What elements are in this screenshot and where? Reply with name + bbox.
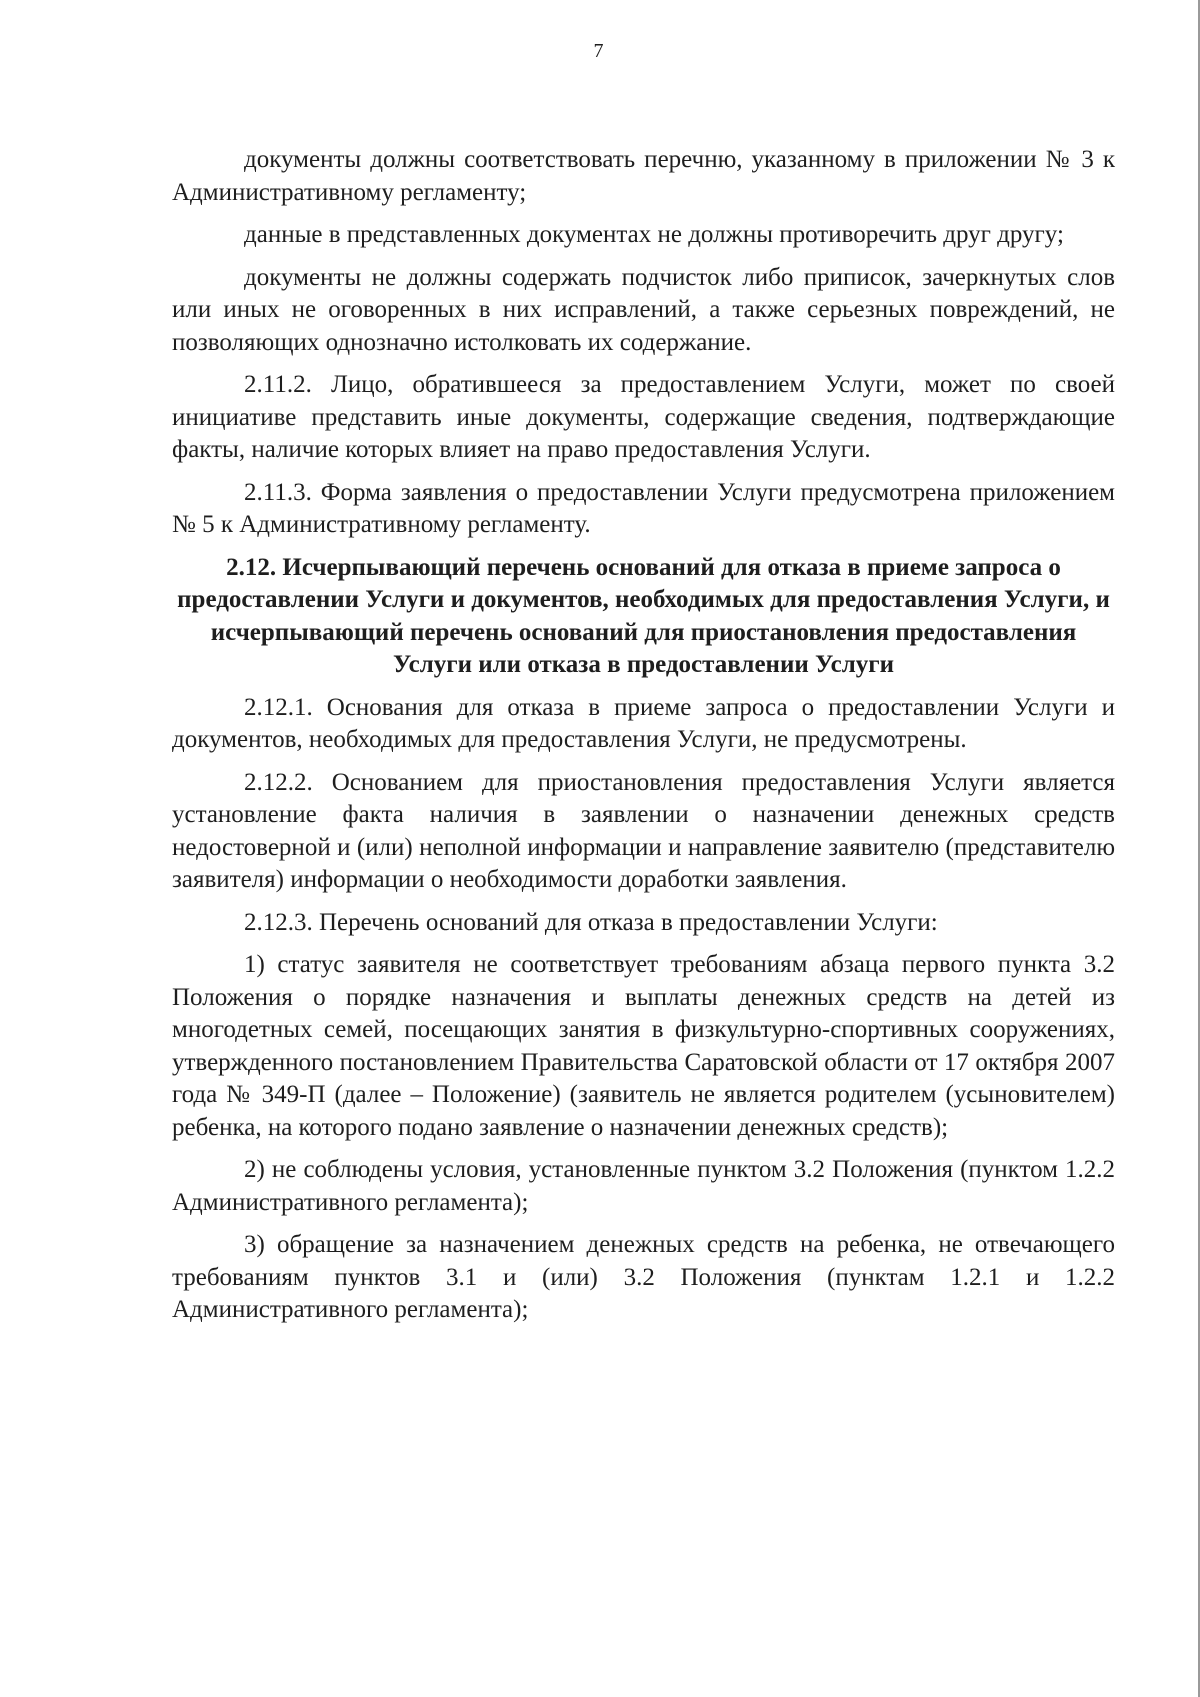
- list-item-2: 2) не соблюдены условия, установленные пунктом 3.2 Положения (пунктом 1.2.2 Административного регламента);: [172, 1156, 1115, 1216]
- paragraph-2-12-3: 2.12.3. Перечень оснований для отказа в предоставлении Услуги:: [244, 908, 938, 936]
- paragraph-no-corrections: документы не должны содержать подчисток либо приписок, зачеркнутых слов или иных не оговоренных в них исправлений, а также серьезных повреждений, не позволяющих однозначно истолковать их содержание.: [172, 263, 1115, 356]
- list-item-3: 3) обращение за назначением денежных средств на ребенка, не отвечающего требованиям пунктов 3.1 и (или) 3.2 Положения (пунктам 1.2.1 и 1.2.2 Административного регламента);: [172, 1231, 1115, 1323]
- paragraph-2-11-2: 2.11.2. Лицо, обратившееся за предоставлением Услуги, может по своей инициативе представить иные документы, содержащие сведения, подтверждающие факты, наличие которых влияет на право предоставления Услуги.: [172, 371, 1115, 463]
- paragraph-2-12-1: 2.12.1. Основания для отказа в приеме запроса о предоставлении Услуги и документов, необходимых для предоставления Услуги, не предусмотрены.: [172, 693, 1115, 753]
- paragraph-2-11-3: 2.11.3. Форма заявления о предоставлении Услуги предусмотрена приложением № 5 к Административному регламенту.: [172, 478, 1115, 538]
- paragraph-2-12-2: 2.12.2. Основанием для приостановления предоставления Услуги является установление факта наличия в заявлении о назначении денежных средств недостоверной и (или) неполной информации и направление заявителю (представителю заявителя) информации о необходимости доработки заявления.: [172, 768, 1115, 893]
- paragraph-data-consistency: данные в представленных документах не должны противоречить друг другу;: [244, 221, 1064, 248]
- paragraph-documents-list: документы должны соответствовать перечню, указанному в приложении № 3 к Административному регламенту;: [172, 146, 1115, 206]
- section-heading-2-12: 2.12. Исчерпывающий перечень оснований для отказа в приеме запроса о предоставлении Услуги и документов, необходимых для предоставления Услуги, и исчерпывающий перечень оснований для приостановления предоставления Услуги или отказа в предоставлении Услуги: [177, 553, 1110, 678]
- list-item-1: 1) статус заявителя не соответствует требованиям абзаца первого пункта 3.2 Положения о порядке назначения и выплаты денежных средств на детей из многодетных семей, посещающих занятия в физкультурно-спортивных сооружениях, утвержденного постановлением Правительства Саратовской области от 17 октября 2007 года № 349-П (далее – Положение) (заявитель не является родителем (усыновителем) ребенка, на которого подано заявление о назначении денежных средств);: [172, 951, 1115, 1141]
- page-number: 7: [593, 40, 604, 62]
